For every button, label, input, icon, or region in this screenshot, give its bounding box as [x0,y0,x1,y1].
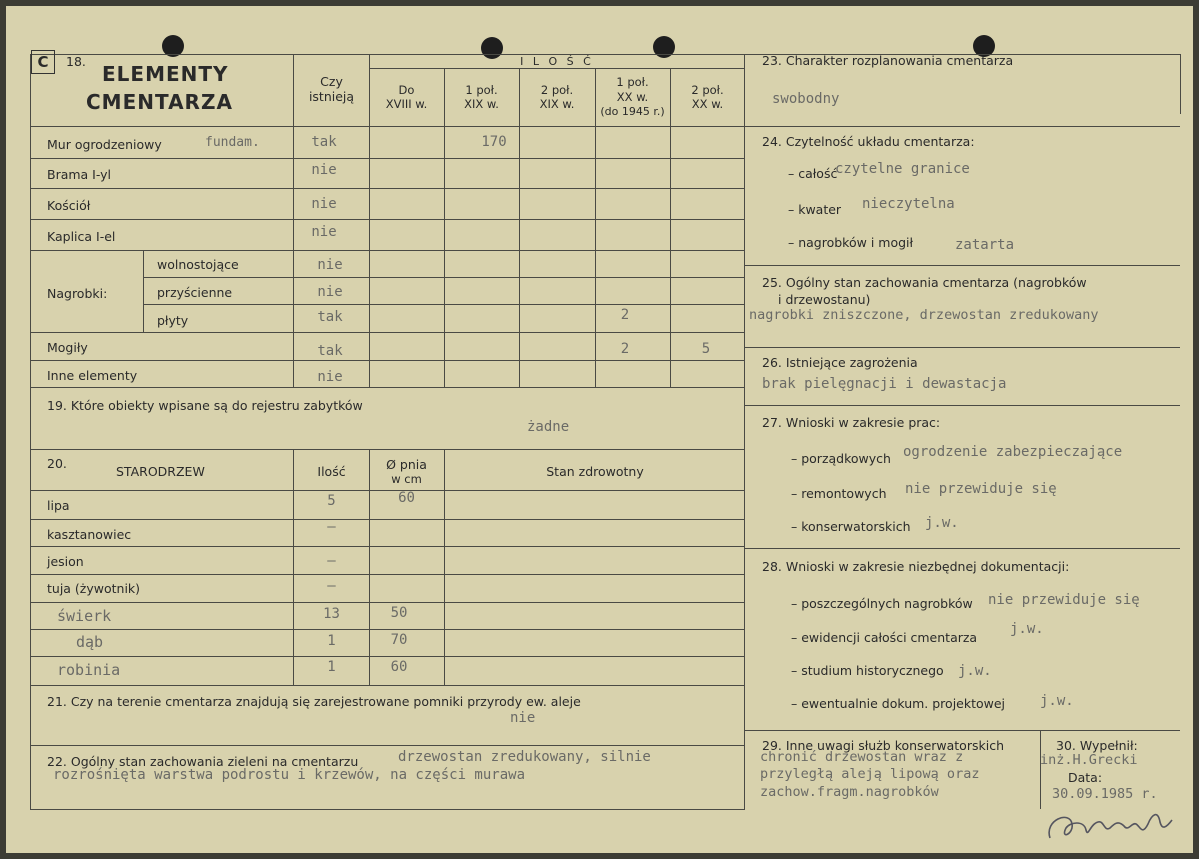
exists-header-1: Czy [320,74,343,89]
element-exists: nie [311,196,337,212]
period-header: XX w. [691,97,724,111]
s27-label: – remontowych [791,486,887,501]
element-count: 2 [620,307,630,323]
s22-answer-1: drzewostan zredukowany, silnie [398,749,651,765]
period-header: (do 1945 r.) [600,105,665,118]
tree-count: 13 [323,606,340,622]
period-header: XX w. [616,90,649,104]
section-number: 18. [66,54,86,69]
s24-value: nieczytelna [862,196,955,212]
tree-name: świerk [57,607,112,625]
s28-value: j.w. [1010,621,1044,637]
s29-answer-3: zachow.fragm.nagrobków [760,784,939,800]
s22-question: 22. Ogólny stan zachowania zieleni na cmentarzu [47,754,359,769]
tree-count: – [327,553,336,569]
s20-col-stan: Stan zdrowotny [546,464,644,479]
period-header: XVIII w. [385,97,428,111]
tree-count: 5 [327,493,336,509]
element-exists: nie [311,162,337,178]
s27-value: nie przewiduje się [905,481,1057,497]
title-line1: ELEMENTY [102,62,229,86]
s19-answer: żadne [527,419,570,435]
s30-name: inż.H.Grecki [1040,752,1138,768]
tree-diam: 60 [390,659,408,675]
s21-answer: nie [510,710,536,726]
period-header: XIX w. [539,97,575,111]
s26-question: 26. Istniejące zagrożenia [762,355,918,370]
s24-question: 24. Czytelność układu cmentarza: [762,134,975,149]
s22-answer-2: rozrośnięta warstwa podrostu i krzewów, na części murawa [53,767,526,783]
element-note: fundam. [205,135,260,150]
s24-label: – całość [788,166,838,181]
s25-question-1: 25. Ogólny stan zachowania cmentarza (nagrobków [762,275,1087,290]
s20-col-ilosc: Ilość [317,464,346,479]
s27-label: – konserwatorskich [791,519,911,534]
tree-count: 1 [327,659,336,675]
tree-diam: 50 [390,605,408,621]
s28-value: j.w. [1040,693,1074,709]
s28-label: – studium historycznego [791,663,944,678]
s27-value: ogrodzenie zabezpieczające [903,444,1123,460]
s21-question: 21. Czy na terenie cmentarza znajdują się zarejestrowane pomniki przyrody ew. aleje [47,694,581,709]
element-label: Kaplica I-el [47,229,116,244]
ilosc-header: I L O Ś Ć [520,55,594,68]
s24-value: zatarta [955,237,1015,253]
element-exists: tak [317,309,343,325]
s28-label: – ewentualnie dokum. projektowej [791,696,1006,711]
s25-question-2: i drzewostanu) [778,292,871,307]
element-label: Mur ogrodzeniowy [47,137,162,152]
element-exists: nie [317,257,343,273]
s24-label: – kwater [788,202,842,217]
s20-col-pnia-2: w cm [391,472,422,486]
s28-value: j.w. [958,663,992,679]
s28-question: 28. Wnioski w zakresie niezbędnej dokumentacji: [762,559,1070,574]
tree-count: – [327,519,336,535]
tree-name: tuja (żywotnik) [47,581,141,596]
s24-value: czytelne granice [835,161,970,177]
s27-label: – porządkowych [791,451,891,466]
s23-answer: swobodny [772,91,840,107]
tree-diam: 60 [398,490,415,506]
s24-label: – nagrobków i mogił [788,235,914,250]
period-header: 2 poł. [540,83,574,97]
element-count: 2 [620,341,630,357]
element-count: 170 [481,134,507,150]
tree-name: lipa [47,498,70,513]
tree-count: 1 [327,633,336,649]
tree-name: jesion [47,554,84,569]
s19-question: 19. Które obiekty wpisane są do rejestru zabytków [47,398,363,413]
s30-question: 30. Wypełnił: [1056,738,1138,753]
element-label: płyty [157,313,189,328]
exists-header-2: istnieją [308,89,355,104]
s23-question: 23. Charakter rozplanowania cmentarza [762,53,1014,68]
s28-label: – poszczególnych nagrobków [791,596,973,611]
element-label: Brama I-yl [47,167,112,182]
s27-value: j.w. [925,515,959,531]
s26-answer: brak pielęgnacji i dewastacja [762,376,1007,392]
period-header: XIX w. [464,97,499,111]
s20-title: STARODRZEW [116,464,205,479]
element-label: Inne elementy [47,368,138,383]
title-line2: CMENTARZA [86,90,233,114]
element-label: wolnostojące [157,257,239,272]
s25-answer: nagrobki zniszczone, drzewostan zredukowany [749,307,1099,323]
tree-name: robinia [57,661,121,679]
element-exists: nie [317,284,343,300]
element-count: 5 [701,341,711,357]
s27-question: 27. Wnioski w zakresie prac: [762,415,941,430]
s29-answer-2: przyległą aleją lipową oraz [760,766,980,782]
element-label: przyścienne [157,285,233,300]
tree-name: dąb [76,633,104,651]
element-label: Kościół [47,198,91,213]
nagrobki-label: Nagrobki: [47,286,108,301]
section-letter-box [31,50,55,74]
signature [1040,800,1180,850]
element-exists: tak [311,134,337,150]
period-header: Do [398,83,415,97]
s29-question: 29. Inne uwagi służb konserwatorskich [762,738,1004,753]
s20-col-pnia-1: Ø pnia [386,457,427,472]
element-exists: nie [311,224,337,240]
section-letter: C [37,53,49,71]
tree-name: kasztanowiec [47,527,132,542]
period-header: 1 poł. [616,75,649,89]
s29-answer-1: chronić drzewostan wraz z [760,749,964,765]
s30-date: 30.09.1985 r. [1052,786,1158,802]
period-header: 2 poł. [691,83,724,97]
s20-number: 20. [47,456,67,471]
period-header: 1 poł. [465,83,498,97]
tree-diam: 70 [390,632,408,648]
s30-date-label: Data: [1068,770,1103,785]
element-exists: tak [317,343,343,359]
s28-label: – ewidencji całości cmentarza [791,630,978,645]
tree-count: – [327,578,336,594]
s28-value: nie przewiduje się [988,592,1140,608]
element-label: Mogiły [47,340,88,355]
element-exists: nie [317,369,343,385]
